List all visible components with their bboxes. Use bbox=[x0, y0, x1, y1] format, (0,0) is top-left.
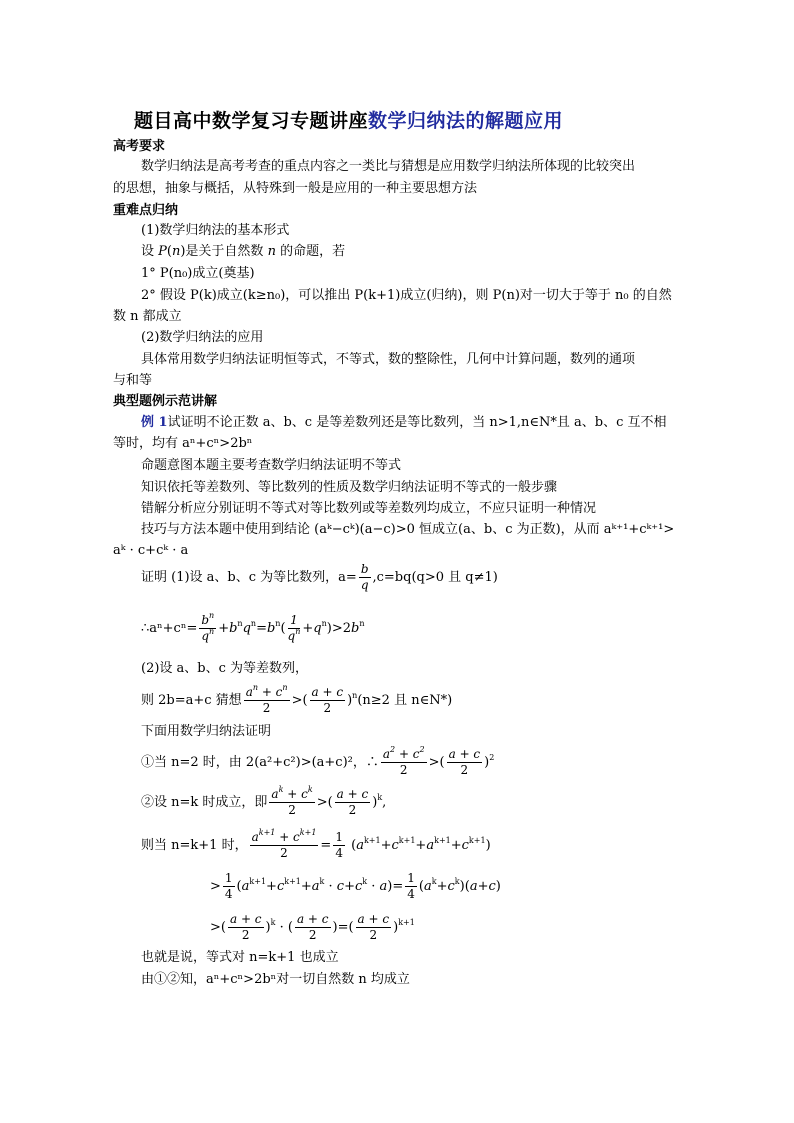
example-line-4: 知识依托等差数列、等比数列的性质及数学归纳法证明不等式的一般步骤 bbox=[141, 480, 558, 495]
example-line-2: 等时，均有 aⁿ+cⁿ>2bⁿ bbox=[113, 436, 253, 451]
key-line-2: 设 P(n)是关于自然数 n 的命题，若 bbox=[141, 244, 346, 259]
title-part-1: 题目高中数学复习专题讲座 bbox=[134, 110, 369, 132]
key-line-7: 具体常用数学归纳法证明恒等式，不等式，数的整除性，几何中计算问题，数列的通项 bbox=[141, 352, 636, 367]
key-line-3: 1° P(n₀)成立(奠基) bbox=[141, 266, 255, 281]
fraction-b-over-q: $\frac{b}{q}$ bbox=[360, 562, 369, 592]
req-line-2: 的思想，抽象与概括，从特殊到一般是应用的一种主要思想方法 bbox=[113, 181, 478, 196]
key-line-1: (1)数学归纳法的基本形式 bbox=[141, 223, 290, 238]
proof-line-1: 证明 (1)设 a、b、c 为等比数列，a= $\frac{b}{q}$ ,c=bq(q>0 且 q≠1) bbox=[141, 562, 498, 592]
proof-line-11: 也就是说，等式对 n=k+1 也成立 bbox=[141, 950, 339, 965]
example-line-3: 命题意图本题主要考查数学归纳法证明不等式 bbox=[141, 458, 402, 473]
proof-line-9: > $\frac{1}{4}$ $(a^{k+1}+c^{k+1}+a^k \cdot c+c^k \cdot a)=$ $\frac{1}{4}$ $(a^k+c^k)(a+c)$ bbox=[210, 871, 501, 901]
proof-line-6: ①当 n=2 时，由 2(a²+c²)>(a+c)²，∴ $\frac{a^2 + c^2}{2}$ >( $\frac{a + c}{2}$ )$^2$ bbox=[141, 745, 495, 777]
example-line-1: 例 1试证明不论正数 a、b、c 是等差数列还是等比数列，当 n>1,n∈N*且 a、b、c 互不相 bbox=[141, 415, 667, 430]
example-line-6: 技巧与方法本题中使用到结论 (aᵏ−cᵏ)(a−c)>0 恒成立(a、b、c 为正数)，从而 aᵏ⁺¹+cᵏ⁺¹> bbox=[141, 522, 675, 537]
proof-line-10: >( $\frac{a + c}{2}$ )$^k$ · ( $\frac{a + c}{2}$ )=( $\frac{a + c}{2}$ )$^{k+1}$ bbox=[210, 912, 415, 942]
key-line-4: 2° 假设 P(k)成立(k≥n₀)，可以推出 P(k+1)成立(归纳)，则 P(n)对一切大于等于 n₀ 的自然 bbox=[141, 288, 672, 303]
proof-line-5: 下面用数学归纳法证明 bbox=[141, 724, 272, 739]
key-line-8: 与和等 bbox=[113, 373, 153, 388]
title-part-2: 数学归纳法的解题应用 bbox=[368, 110, 564, 132]
proof-line-12: 由①②知，aⁿ+cⁿ>2bⁿ对一切自然数 n 均成立 bbox=[141, 972, 410, 987]
req-line-1: 数学归纳法是高考考查的重点内容之一类比与猜想是应用数学归纳法所体现的比较突出 bbox=[141, 159, 636, 174]
example-label: 例 1 bbox=[141, 415, 168, 430]
key-line-6: (2)数学归纳法的应用 bbox=[141, 330, 264, 345]
example-line-7: aᵏ · c+cᵏ · a bbox=[113, 543, 189, 558]
proof-line-3: (2)设 a、b、c 为等差数列， bbox=[141, 661, 309, 676]
section-heading-key-points: 重难点归纳 bbox=[113, 203, 179, 218]
section-heading-examples: 典型题例示范讲解 bbox=[113, 394, 218, 409]
proof-line-2: ∴aⁿ+cⁿ= $\frac{b^n}{q^n}$ $+b^nq^n=b^n$( $\frac{1}{q^n}$ $+q^n)>2b^n$ bbox=[141, 611, 365, 643]
proof-line-4: 则 2b=a+c 猜想 $\frac{a^n + c^n}{2}$ >( $\frac{a + c}{2}$ )$^n$(n≥2 且 n∈N*) bbox=[141, 683, 453, 715]
page-title bbox=[134, 106, 563, 133]
proof-line-8: 则当 n=k+1 时， $\frac{a^{k+1} + c^{k+1}}{2}$ = $\frac{1}{4}$ $(a^{k+1}+c^{k+1}+a^{k+1}+c^{k+1})$ bbox=[141, 828, 491, 860]
proof-line-7: ②设 n=k 时成立，即 $\frac{a^k + c^k}{2}$ >( $\frac{a + c}{2}$ )$^k$, bbox=[141, 785, 387, 817]
key-line-5: 数 n 都成立 bbox=[113, 309, 182, 324]
example-line-5: 错解分析应分别证明不等式对等比数列或等差数列均成立，不应只证明一种情况 bbox=[141, 501, 597, 516]
section-heading-requirements: 高考要求 bbox=[113, 139, 166, 154]
